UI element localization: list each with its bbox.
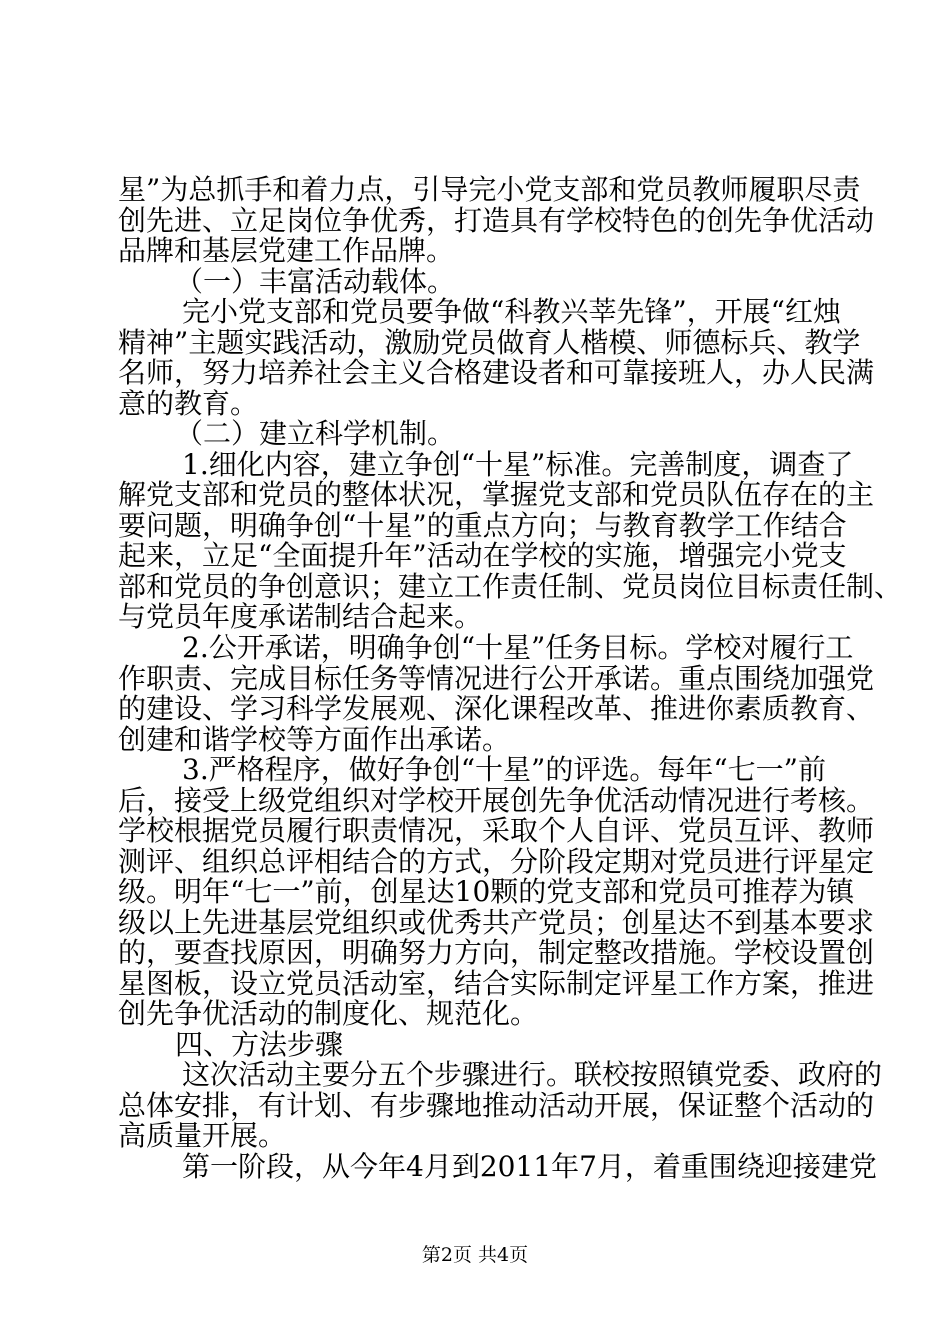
text-line-7: 名师，努力培养社会主义合格建设者和可靠接班人，办人民满: [118, 356, 875, 389]
text-line-8: 意的教育。: [118, 387, 259, 420]
text-line-12: 要问题，明确争创“十星”的重点方向；与教育教学工作结合: [118, 509, 847, 542]
text-line-28: 创先争优活动的制度化、规范化。: [118, 997, 539, 1030]
text-line-31: 总体安排，有计划、有步骤地推动活动开展，保证整个活动的: [118, 1089, 875, 1122]
text-line-10: 1.细化内容，建立争创“十星”标准。完善制度，调查了: [182, 448, 854, 481]
text-line-6: 精神”主题实践活动，激励党员做育人楷模、师德标兵、教学: [118, 326, 861, 359]
text-line-22: 学校根据党员履行职责情况，采取个人自评、党员互评、教师: [118, 814, 875, 847]
text-line-2: 创先进、立足岗位争优秀，打造具有学校特色的创先争优活动: [118, 204, 875, 237]
text-line-17: 作职责、完成目标任务等情况进行公开承诺。重点围绕加强党: [118, 662, 875, 695]
text-line-21: 后，接受上级党组织对学校开展创先争优活动情况进行考核。: [118, 784, 875, 817]
text-line-18: 的建设、学习科学发展观、深化课程改革、推进你素质教育、: [118, 692, 875, 725]
text-line-25: 级以上先进基层党组织或优秀共产党员；创星达不到基本要求: [118, 906, 875, 939]
page-number-label: 第2页 共4页: [421, 1244, 529, 1266]
text-line-16: 2.公开承诺，明确争创“十星”任务目标。学校对履行工: [182, 631, 854, 664]
text-line-26: 的，要查找原因，明确努力方向，制定整改措施。学校设置创: [118, 936, 875, 969]
text-line-32: 高质量开展。: [118, 1119, 287, 1152]
text-line-19: 创建和谐学校等方面作出承诺。: [118, 723, 511, 756]
text-line-3: 品牌和基层党建工作品牌。: [118, 234, 455, 267]
text-line-27: 星图板，设立党员活动室，结合实际制定评星工作方案，推进: [118, 967, 875, 1000]
section-heading-1: （一）丰富活动载体。: [175, 265, 456, 298]
text-line-23: 测评、组织总评相结合的方式，分阶段定期对党员进行评星定: [118, 845, 875, 878]
section-heading-2: （二）建立科学机制。: [175, 417, 456, 450]
text-line-1: 星”为总抓手和着力点，引导完小党支部和党员教师履职尽责: [118, 173, 861, 206]
text-line-13: 起来，立足“全面提升年”活动在学校的实施，增强完小党支: [118, 539, 847, 572]
text-line-5: 完小党支部和党员要争做“科教兴莘先锋”，开展“红烛: [182, 295, 841, 328]
section-heading-4: 四、方法步骤: [175, 1028, 344, 1061]
text-line-30: 这次活动主要分五个步骤进行。联校按照镇党委、政府的: [182, 1058, 883, 1091]
text-line-14: 部和党员的争创意识；建立工作责任制、党员岗位目标责任制、: [118, 570, 903, 603]
text-line-11: 解党支部和党员的整体状况，掌握党支部和党员队伍存在的主: [118, 478, 875, 511]
text-line-24: 级。明年“七一”前，创星达10颗的党支部和党员可推荐为镇: [118, 875, 855, 908]
text-line-33: 第一阶段，从今年4月到2011年7月，着重围绕迎接建党: [182, 1150, 877, 1183]
page-footer: [0, 1243, 950, 1267]
text-line-15: 与党员年度承诺制结合起来。: [118, 600, 483, 633]
text-line-20: 3.严格程序，做好争创“十星”的评选。每年“七一”前: [182, 753, 826, 786]
